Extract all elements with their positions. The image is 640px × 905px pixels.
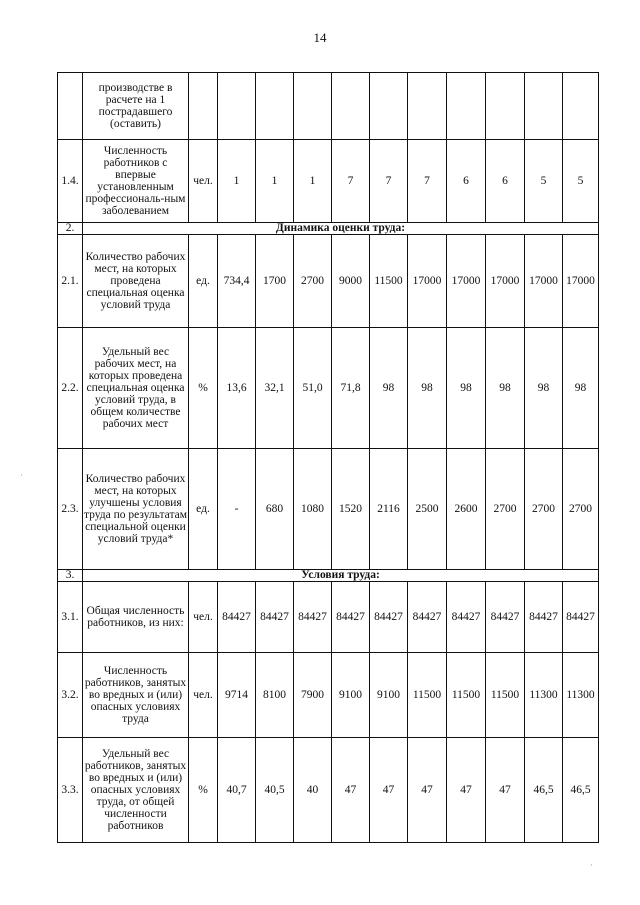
value-cell: 1 [218, 140, 256, 223]
value-cell [218, 73, 256, 140]
value-cell: - [218, 449, 256, 570]
indicator-name: производстве в расчете на 1 пострадавшего (оставить) [83, 73, 189, 140]
value-cell: 2700 [294, 235, 332, 328]
value-cell: 8100 [256, 653, 294, 738]
value-cell: 2116 [370, 449, 408, 570]
indicators-table [57, 72, 599, 843]
value-cell: 84427 [408, 582, 447, 653]
value-cell: 9100 [332, 653, 370, 738]
value-cell [256, 73, 294, 140]
indicator-name: Удельный вес работников, занятых во вредных и (или) опасных условиях труда, от общей численности работников [83, 738, 189, 843]
unit-cell: чел. [189, 140, 218, 223]
value-cell: 680 [256, 449, 294, 570]
table-row [58, 328, 599, 449]
value-cell: 2600 [447, 449, 486, 570]
value-cell: 6 [447, 140, 486, 223]
value-cell: 7 [408, 140, 447, 223]
table-row [58, 653, 599, 738]
value-cell: 84427 [370, 582, 408, 653]
value-cell: 84427 [256, 582, 294, 653]
unit-cell: чел. [189, 582, 218, 653]
value-cell: 17000 [447, 235, 486, 328]
value-cell: 2700 [525, 449, 563, 570]
row-number: 2. [58, 223, 83, 235]
value-cell: 84427 [525, 582, 563, 653]
value-cell: 98 [408, 328, 447, 449]
row-number: 2.2. [58, 328, 83, 449]
value-cell: 1520 [332, 449, 370, 570]
value-cell: 11300 [525, 653, 563, 738]
table-row [58, 73, 599, 140]
value-cell: 7 [332, 140, 370, 223]
value-cell [294, 73, 332, 140]
indicator-name: Количество рабочих мест, на которых проведена специальная оценка условий труда [83, 235, 189, 328]
value-cell: 98 [486, 328, 525, 449]
value-cell: 47 [447, 738, 486, 843]
indicator-name: Численность работников, занятых во вредных и (или) опасных условиях труда [83, 653, 189, 738]
section-title: Условия труда: [83, 570, 599, 582]
section-title: Динамика оценки труда: [83, 223, 599, 235]
value-cell: 98 [563, 328, 599, 449]
table-row [58, 235, 599, 328]
value-cell: 47 [408, 738, 447, 843]
value-cell [370, 73, 408, 140]
value-cell: 84427 [486, 582, 525, 653]
value-cell: 1 [294, 140, 332, 223]
table-row [58, 582, 599, 653]
value-cell: 1700 [256, 235, 294, 328]
value-cell: 11300 [563, 653, 599, 738]
row-number: 3. [58, 570, 83, 582]
value-cell: 11500 [408, 653, 447, 738]
value-cell: 1080 [294, 449, 332, 570]
value-cell: 84427 [332, 582, 370, 653]
value-cell: 11500 [370, 235, 408, 328]
value-cell: 84427 [563, 582, 599, 653]
unit-cell [189, 73, 218, 140]
scan-mark: · [20, 470, 23, 480]
section-row [58, 570, 599, 582]
value-cell: 7900 [294, 653, 332, 738]
row-number [58, 73, 83, 140]
value-cell: 11500 [486, 653, 525, 738]
value-cell: 6 [486, 140, 525, 223]
value-cell: 40,5 [256, 738, 294, 843]
value-cell: 98 [370, 328, 408, 449]
value-cell: 46,5 [563, 738, 599, 843]
value-cell: 47 [332, 738, 370, 843]
row-number: 3.2. [58, 653, 83, 738]
value-cell: 734,4 [218, 235, 256, 328]
unit-cell: чел. [189, 653, 218, 738]
value-cell: 2700 [563, 449, 599, 570]
value-cell: 2700 [486, 449, 525, 570]
table-row [58, 140, 599, 223]
value-cell: 17000 [525, 235, 563, 328]
value-cell: 40,7 [218, 738, 256, 843]
value-cell: 5 [563, 140, 599, 223]
indicator-name: Численность работников с впервые установленным профессиональ-ным заболеванием [83, 140, 189, 223]
row-number: 3.3. [58, 738, 83, 843]
value-cell: 1 [256, 140, 294, 223]
value-cell: 17000 [408, 235, 447, 328]
row-number: 1.4. [58, 140, 83, 223]
value-cell: 17000 [486, 235, 525, 328]
value-cell: 84427 [294, 582, 332, 653]
value-cell: 47 [486, 738, 525, 843]
value-cell: 84427 [218, 582, 256, 653]
value-cell: 51,0 [294, 328, 332, 449]
value-cell: 5 [525, 140, 563, 223]
value-cell: 84427 [447, 582, 486, 653]
scan-mark: · [590, 860, 593, 870]
value-cell [332, 73, 370, 140]
value-cell [525, 73, 563, 140]
value-cell: 47 [370, 738, 408, 843]
value-cell [563, 73, 599, 140]
value-cell: 46,5 [525, 738, 563, 843]
value-cell: 98 [525, 328, 563, 449]
page-number: 14 [313, 30, 327, 45]
value-cell [447, 73, 486, 140]
unit-cell: ед. [189, 235, 218, 328]
value-cell: 17000 [563, 235, 599, 328]
value-cell: 9000 [332, 235, 370, 328]
value-cell: 71,8 [332, 328, 370, 449]
value-cell: 7 [370, 140, 408, 223]
value-cell: 98 [447, 328, 486, 449]
value-cell: 2500 [408, 449, 447, 570]
value-cell: 9714 [218, 653, 256, 738]
indicator-name: Количество рабочих мест, на которых улучшены условия труда по результатам специальной оценки условий труда* [83, 449, 189, 570]
unit-cell: ед. [189, 449, 218, 570]
row-number: 2.3. [58, 449, 83, 570]
table-row [58, 449, 599, 570]
indicator-name: Удельный вес рабочих мест, на которых проведена специальная оценка условий труда, в общем количестве рабочих мест [83, 328, 189, 449]
unit-cell: % [189, 738, 218, 843]
value-cell: 9100 [370, 653, 408, 738]
value-cell: 13,6 [218, 328, 256, 449]
value-cell [408, 73, 447, 140]
value-cell: 40 [294, 738, 332, 843]
value-cell: 32,1 [256, 328, 294, 449]
value-cell [486, 73, 525, 140]
table-body [58, 73, 599, 843]
table-row [58, 738, 599, 843]
unit-cell: % [189, 328, 218, 449]
indicator-name: Общая численность работников, из них: [83, 582, 189, 653]
row-number: 3.1. [58, 582, 83, 653]
section-row [58, 223, 599, 235]
row-number: 2.1. [58, 235, 83, 328]
value-cell: 11500 [447, 653, 486, 738]
